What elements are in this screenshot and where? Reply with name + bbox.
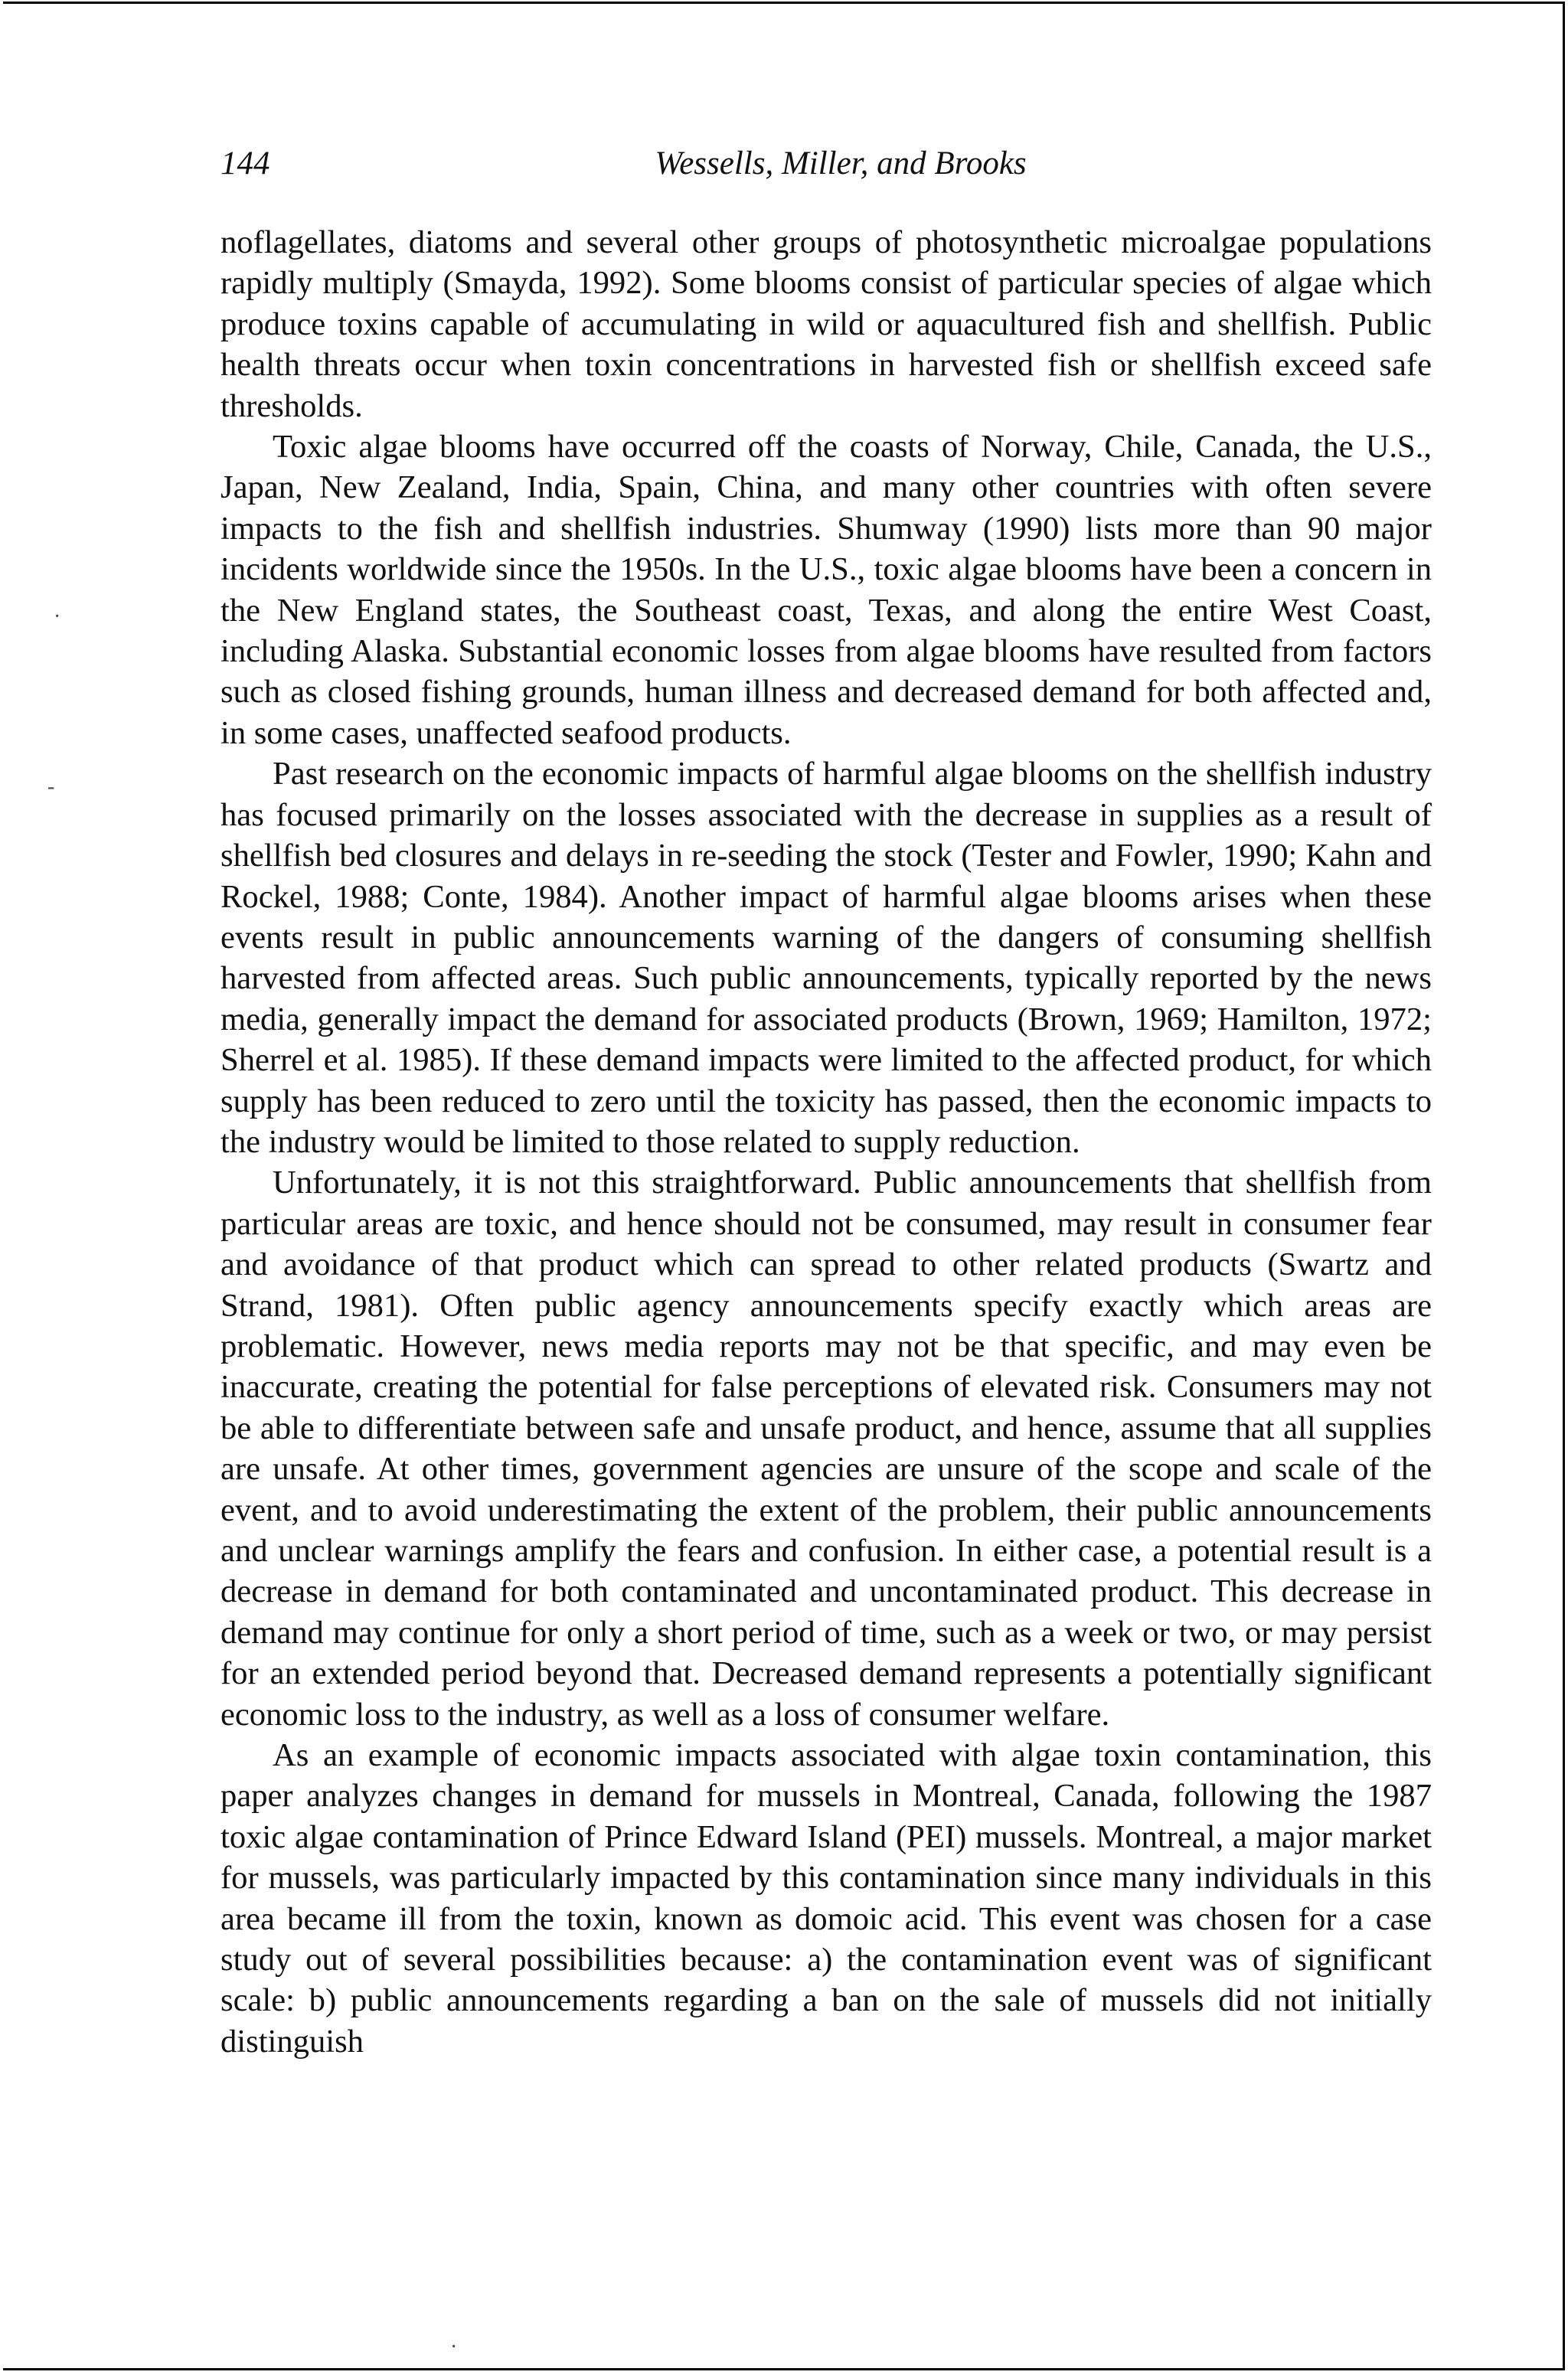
page-header [220, 141, 1430, 187]
page-number: 144 [220, 145, 270, 181]
running-head: Wessells, Miller, and Brooks [655, 145, 1027, 181]
paragraph-3: Past research on the economic impacts of harmful algae blooms on the shellfish industry has focused primarily on the losses associated with the decrease in supplies as a result of shellfish bed closures and delays in re-seeding the stock (Tester and Fowler, 1990; Kahn and Rockel, 1988; Conte, 1984). Another impact of harmful algae blooms arises when these events result in public announcements warning of the dangers of consuming shellfish harvested from affected areas. Such public announcements, typically reported by the news media, generally impact the demand for associated products (Brown, 1969; Hamilton, 1972; Sherrel et al. 1985). If these demand impacts were limited to the affected product, for which supply has been reduced to zero until the toxicity has passed, then the economic impacts to the industry would be limited to those related to supply reduction. [220, 756, 1432, 1160]
scan-speck: - [47, 775, 55, 799]
paragraph-2: Toxic algae blooms have occurred off the coasts of Norway, Chile, Canada, the U.S., Japan, New Zealand, India, Spain, China, and many other countries with often severe impacts to the fish and shellfish industries. Shumway (1990) lists more than 90 major incidents worldwide since the 1950s. In the U.S., toxic algae blooms have been a concern in the New England states, the Southeast coast, Texas, and along the entire West Coast, including Alaska. Substantial economic losses from algae blooms have resulted from factors such as closed fishing grounds, human illness and decreased demand for both affected and, in some cases, unaffected seafood products. [220, 429, 1432, 751]
scan-speck: · [54, 605, 61, 629]
paragraph-5: As an example of economic impacts associated with algae toxin contamination, this paper analyzes changes in demand for mussels in Montreal, Canada, following the 1987 toxic algae contamination of Prince Edward Island (PEI) mussels. Montreal, a major market for mussels, was particularly impacted by this contamination since many individuals in this area became ill from the toxin, known as domoic acid. This event was chosen for a case study out of several possibilities because: a) the contamination event was of significant scale: b) public announcements regarding a ban on the sale of mussels did not initially distinguish [220, 1737, 1432, 2060]
scan-speck: · [450, 2335, 458, 2359]
body-text [220, 222, 1432, 2062]
paragraph-1: noflagellates, diatoms and several other groups of photosynthetic microalgae populations rapidly multiply (Smayda, 1992). Some blooms consist of particular species of algae which produce toxins capable of accumulating in wild or aquacultured fish and shellfish. Public health threats occur when toxin concentrations in harvested fish or shellfish exceed safe thresholds. [220, 224, 1432, 424]
paragraph-4: Unfortunately, it is not this straightforward. Public announcements that shellfish from particular areas are toxic, and hence should not be consumed, may result in consumer fear and avoidance of that product which can spread to other related products (Swartz and Strand, 1981). Often public agency announcements specify exactly which areas are problematic. However, news media reports may not be that specific, and may even be inaccurate, creating the potential for false perceptions of elevated risk. Consumers may not be able to differentiate between safe and unsafe product, and hence, assume that all supplies are unsafe. At other times, government agencies are unsure of the scope and scale of the event, and to avoid underestimating the extent of the problem, their public announcements and unclear warnings amplify the fears and confusion. In either case, a potential result is a decrease in demand for both contaminated and uncontaminated product. This decrease in demand may continue for only a short period of time, such as a week or two, or may persist for an extended period beyond that. Decreased demand represents a potentially significant economic loss to the industry, as well as a loss of consumer welfare. [220, 1165, 1432, 1733]
